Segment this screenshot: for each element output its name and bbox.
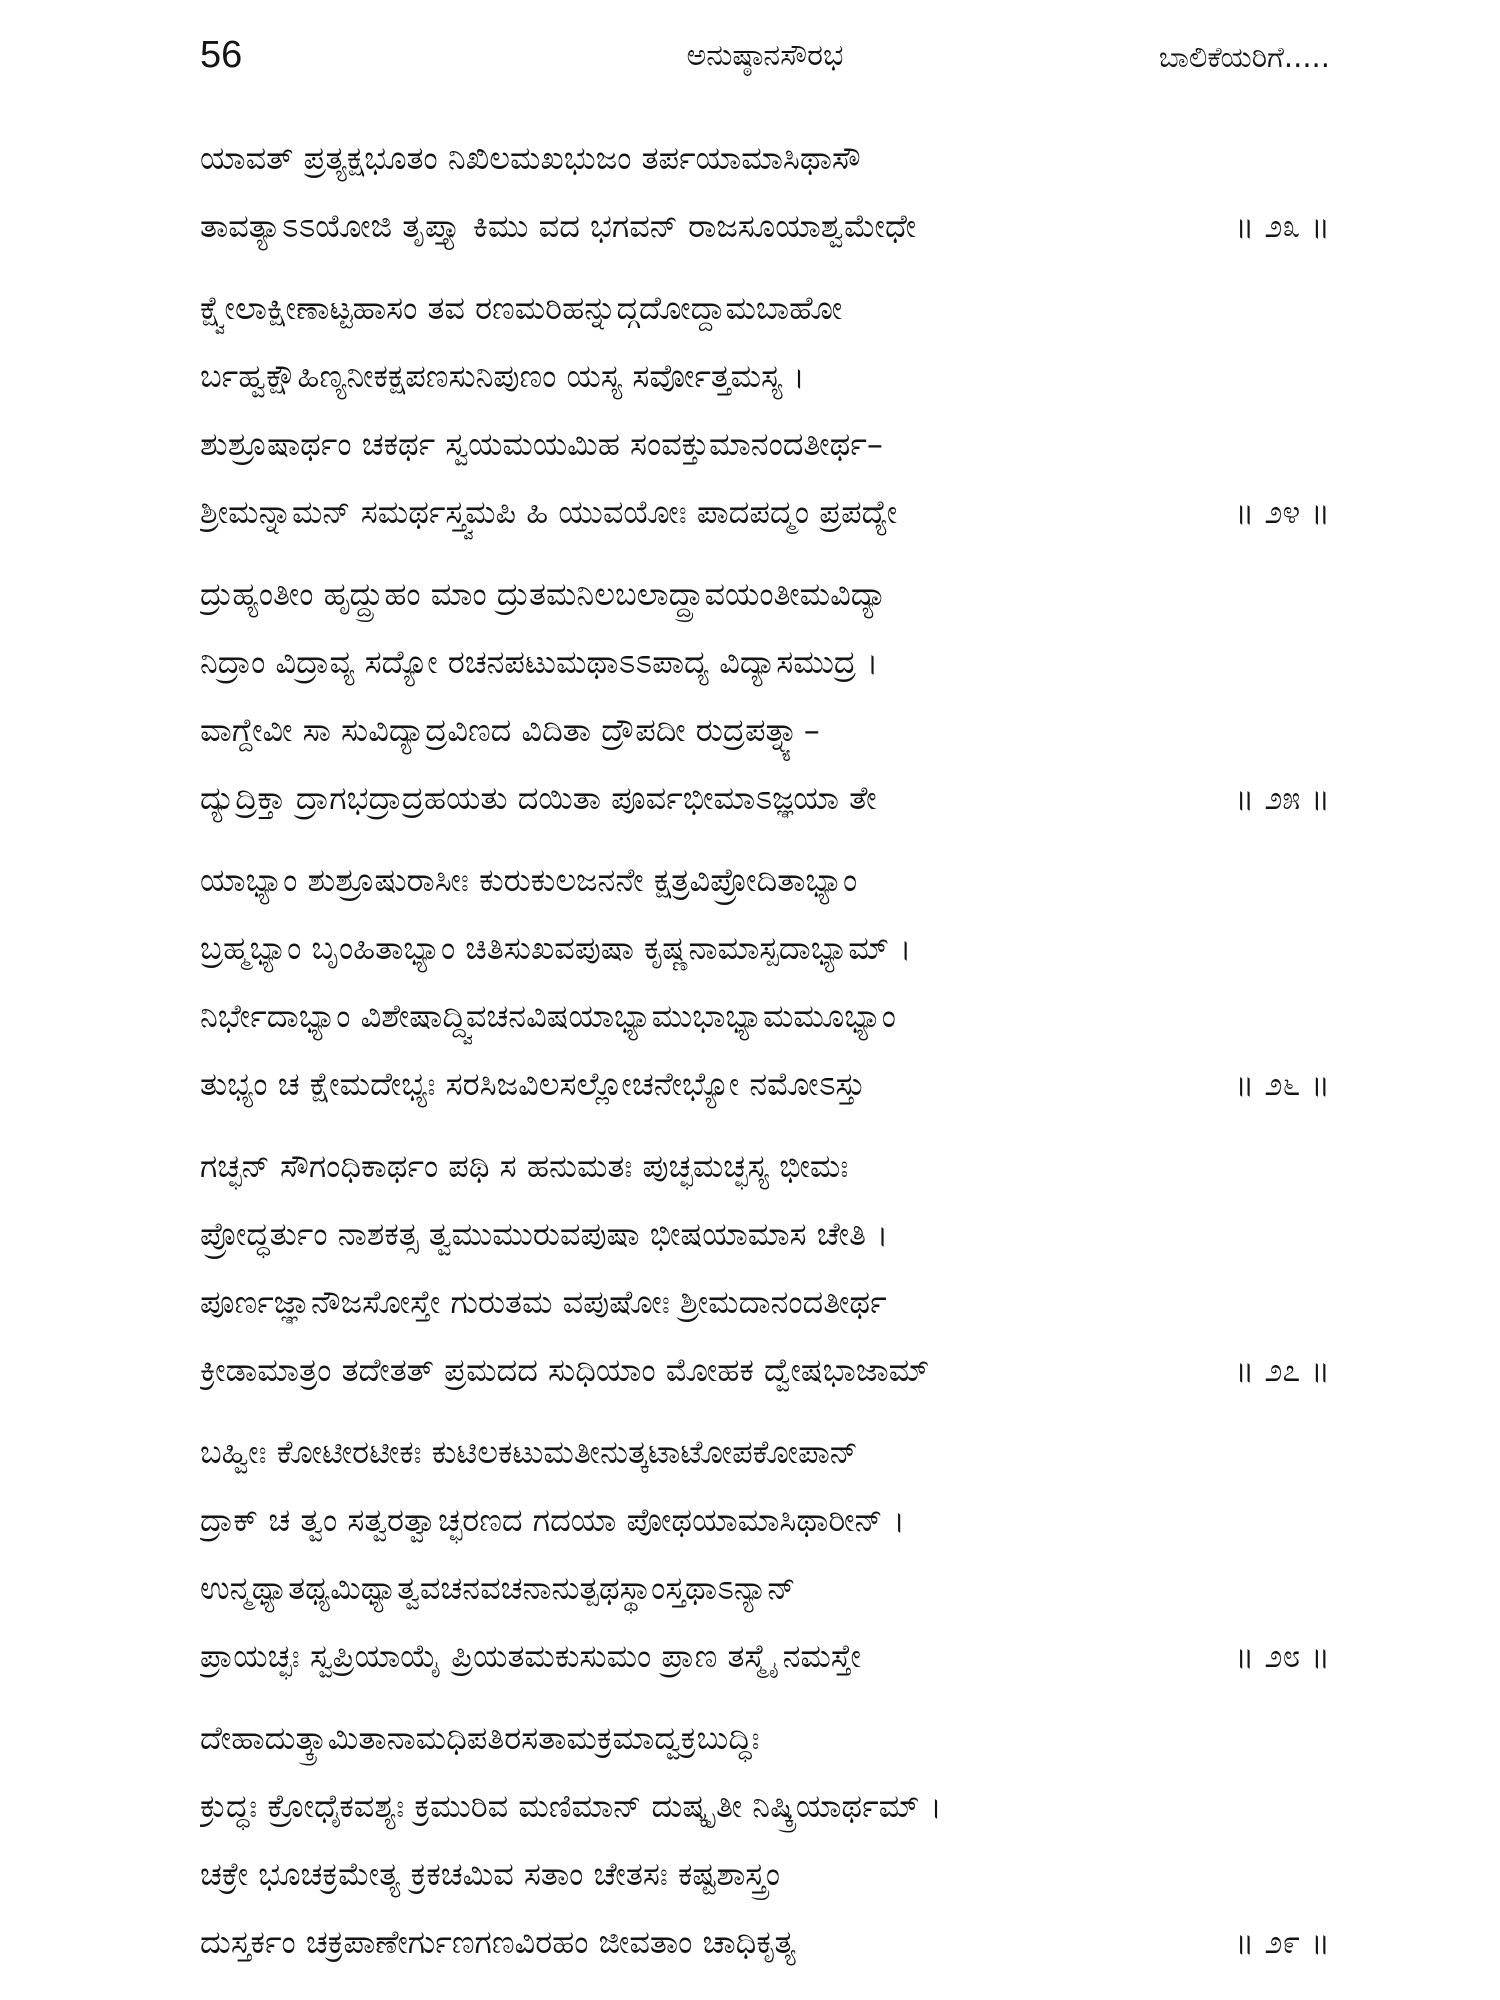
verse-line: [200, 1418, 1330, 1486]
verse-line-text: ದುಸ್ತರ್ಕಂ ಚಕ್ರಪಾಣೇರ್ಗುಣಗಣವಿರಹಂ ಜೀವತಾಂ ಚಾಧಿಕೃತ್ಯ: [200, 1923, 796, 1961]
verse-29: [200, 1704, 1330, 1976]
verse-number: ॥ ೨೫ ॥: [1225, 764, 1330, 832]
verse-line: [200, 764, 1330, 832]
verse-line-text: ಬ್ರಹ್ಮಭ್ಯಾಂ ಬೃಂಹಿತಾಭ್ಯಾಂ ಚಿತಿಸುಖವಪುಷಾ ಕೃಷ್ಣನಾಮಾಸ್ಪದಾಭ್ಯಾಮ್ ।: [200, 929, 912, 967]
verse-line-text: ದ್ರುಹ್ಯಂತೀಂ ಹೃದ್ದ್ರುಹಂ ಮಾಂ ದ್ರುತಮನಿಲಬಲಾದ್ದ್ರಾವಯಂತೀಮವಿದ್ಯಾ: [200, 575, 888, 613]
verse-line-text: ಶುಶ್ರೂಷಾರ್ಥಂ ಚಕರ್ಥ ಸ್ವಯಮಯಮಿಹ ಸಂವಕ್ತುಮಾನಂದತೀರ್ಥ–: [200, 425, 883, 463]
verse-line-text: ಯಾವತ್ ಪ್ರತ್ಯಕ್ಷಭೂತಂ ನಿಖಿಲಮಖಭುಜಂ ತರ್ಪಯಾಮಾಸಿಥಾಸೌ: [200, 139, 861, 177]
verse-line-text: ದ್ಯುದ್ರಿಕ್ತಾ ದ್ರಾಗಭದ್ರಾದ್ರಹಯತು ದಯಿತಾ ಪೂರ್ವಭೀಮಾಽಜ್ಞಯಾ ತೇ: [200, 779, 877, 817]
verse-line-text: ಚಕ್ರೇ ಭೂಚಕ್ರಮೇತ್ಯ ಕ್ರಕಚಮಿವ ಸತಾಂ ಚೇತಸಃ ಕಷ್ಟಶಾಸ್ತ್ರಂ: [200, 1855, 781, 1893]
verse-line-text: ಗಚ್ಛನ್ ಸೌಗಂಧಿಕಾರ್ಥಂ ಪಥಿ ಸ ಹನುಮತಃ ಪುಚ್ಛಮಚ್ಛಸ್ಯ ಭೀಮಃ: [200, 1147, 849, 1185]
verse-line: [200, 1336, 1330, 1404]
verse-line-text: ಪ್ರೋದ್ಧರ್ತುಂ ನಾಶಕತ್ಸ ತ್ವಮುಮುರುವಪುಷಾ ಭೀಷಯಾಮಾಸ ಚೇತಿ ।: [200, 1215, 889, 1253]
verse-line-text: ಪ್ರಾಯಚ್ಛಃ ಸ್ವಪ್ರಿಯಾಯೈ ಪ್ರಿಯತಮಕುಸುಮಂ ಪ್ರಾಣ ತಸ್ಮೈ ನಮಸ್ತೇ: [200, 1637, 862, 1675]
verse-line-text: ರ್ಬಹ್ವಕ್ಷೌಹಿಣ್ಯನೀಕಕ್ಷಪಣಸುನಿಪುಣಂ ಯಸ್ಯ ಸರ್ವೋತ್ತಮಸ್ಯ ।: [200, 357, 805, 395]
verse-line: [200, 1050, 1330, 1118]
verse-line-text: ಶ್ರೀಮನ್ನಾಮನ್ ಸಮರ್ಥಸ್ತ್ವಮಪಿ ಹಿ ಯುವಯೋಃ ಪಾದಪದ್ಮಂ ಪ್ರಪದ್ಯೇ: [200, 493, 898, 531]
verse-number: ॥ ೨೩ ॥: [1225, 192, 1330, 260]
verse-number: ॥ ೨೬ ॥: [1225, 1050, 1330, 1118]
section-title: ಬಾಲಿಕೆಯರಿಗೆ.....: [1158, 40, 1330, 74]
verse-number: ॥ ೨೮ ॥: [1225, 1622, 1330, 1690]
verse-number: ॥ ೨೪ ॥: [1225, 478, 1330, 546]
verse-27: [200, 1132, 1330, 1404]
verse-line: [200, 696, 1330, 764]
verse-23: [200, 124, 1330, 260]
verse-28: [200, 1418, 1330, 1690]
verse-line-text: ಕ್ರುದ್ಧಃ ಕ್ರೋಧೈಕವಶ್ಯಃ ಕ್ರಮುರಿವ ಮಣಿಮಾನ್ ದುಷ್ಕೃತೀ ನಿಷ್ಕ್ರಿಯಾರ್ಥಮ್ ।: [200, 1787, 942, 1825]
verse-line: [200, 560, 1330, 628]
verse-line-text: ತಾವತ್ಯಾಽಽಯೋಜಿ ತೃಪ್ತ್ಯಾ ಕಿಮು ವದ ಭಗವನ್ ರಾಜಸೂಯಾಶ್ವಮೇಧೇ: [200, 207, 917, 245]
verse-line: [200, 124, 1330, 192]
verse-line-text: ಯಾಭ್ಯಾಂ ಶುಶ್ರೂಷುರಾಸೀಃ ಕುರುಕುಲಜನನೇ ಕ್ಷತ್ರವಿಪ್ರೋದಿತಾಭ್ಯಾಂ: [200, 861, 858, 899]
verse-line: [200, 478, 1330, 546]
verse-line: [200, 1622, 1330, 1690]
verse-line-text: ವಾಗ್ದೇವೀ ಸಾ ಸುವಿದ್ಯಾದ್ರವಿಣದ ವಿದಿತಾ ದ್ರೌಪದೀ ರುದ್ರಪತ್ನ್ಯಾ–: [200, 711, 820, 749]
verse-number: ॥ ೨೭ ॥: [1225, 1336, 1330, 1404]
verse-line: [200, 982, 1330, 1050]
page-header: [200, 34, 1330, 94]
verse-line: [200, 1554, 1330, 1622]
verse-line-text: ದೇಹಾದುತ್ಕ್ರಾಮಿತಾನಾಮಧಿಪತಿರಸತಾಮಕ್ರಮಾದ್ವಕ್ರಬುದ್ಧಿಃ: [200, 1719, 760, 1757]
book-title: ಅನುಷ್ಠಾನಸೌರಭ: [686, 38, 844, 73]
verse-25: [200, 560, 1330, 832]
verse-line-text: ದ್ರಾಕ್ ಚ ತ್ವಂ ಸತ್ವರತ್ವಾಚ್ಛರಣದ ಗದಯಾ ಪೋಥಯಾಮಾಸಿಥಾರೀನ್ ।: [200, 1501, 905, 1539]
verse-line: [200, 1132, 1330, 1200]
verse-line-text: ಕ್ಷ್ವೇಲಾಕ್ಷೀಣಾಟ್ಟಹಾಸಂ ತವ ರಣಮರಿಹನ್ನುದ್ಗದೋದ್ದಾಮಬಾಹೋ: [200, 289, 843, 327]
verse-line: [200, 914, 1330, 982]
verse-line: [200, 274, 1330, 342]
verse-line-text: ನಿರ್ಭೇದಾಭ್ಯಾಂ ವಿಶೇಷಾದ್ದ್ವಿವಚನವಿಷಯಾಭ್ಯಾಮುಭಾಭ್ಯಾಮಮೂಭ್ಯಾಂ: [200, 997, 896, 1035]
verse-line-text: ಪೂರ್ಣಜ್ಞಾನೌಜಸೋಸ್ತೇ ಗುರುತಮ ವಪುಷೋಃ ಶ್ರೀಮದಾನಂದತೀರ್ಥ: [200, 1283, 887, 1321]
verse-line-text: ಕ್ರೀಡಾಮಾತ್ರಂ ತದೇತತ್ ಪ್ರಮದದ ಸುಧಿಯಾಂ ಮೋಹಕ ದ್ವೇಷಭಾಜಾಮ್: [200, 1351, 930, 1389]
page-number: 56: [200, 34, 243, 76]
verse-line: [200, 1704, 1330, 1772]
verse-list: [200, 124, 1330, 1990]
verse-line: [200, 192, 1330, 260]
verse-line: [200, 1772, 1330, 1840]
verse-line: [200, 1200, 1330, 1268]
verse-line: [200, 410, 1330, 478]
verse-line-text: ತುಭ್ಯಂ ಚ ಕ್ಷೇಮದೇಭ್ಯಃ ಸರಸಿಜವಿಲಸಲ್ಲೋಚನೇಭ್ಯೋ ನಮೋಽಸ್ತು: [200, 1065, 866, 1103]
verse-line: [200, 1268, 1330, 1336]
verse-26: [200, 846, 1330, 1118]
verse-24: [200, 274, 1330, 546]
verse-line-text: ನಿದ್ರಾಂ ವಿದ್ರಾವ್ಯ ಸದ್ಯೋ ರಚನಪಟುಮಥಾಽಽಪಾದ್ಯ ವಿದ್ಯಾಸಮುದ್ರ ।: [200, 643, 879, 681]
verse-line: [200, 1908, 1330, 1976]
verse-line: [200, 342, 1330, 410]
verse-line-text: ಬಹ್ವೀಃ ಕೋಟೀರಟೀಕಃ ಕುಟಿಲಕಟುಮತೀನುತ್ಕಟಾಟೋಪಕೋಪಾನ್: [200, 1433, 858, 1471]
verse-line: [200, 846, 1330, 914]
verse-line: [200, 628, 1330, 696]
verse-line-text: ಉನ್ಮಥ್ಯಾತಥ್ಯಮಿಥ್ಯಾತ್ವವಚನವಚನಾನುತ್ಪಥಸ್ಥಾಂಸ್ತಥಾಽನ್ಯಾನ್: [200, 1569, 796, 1607]
verse-line: [200, 1486, 1330, 1554]
verse-number: ॥ ೨೯ ॥: [1225, 1908, 1330, 1976]
verse-line: [200, 1840, 1330, 1908]
